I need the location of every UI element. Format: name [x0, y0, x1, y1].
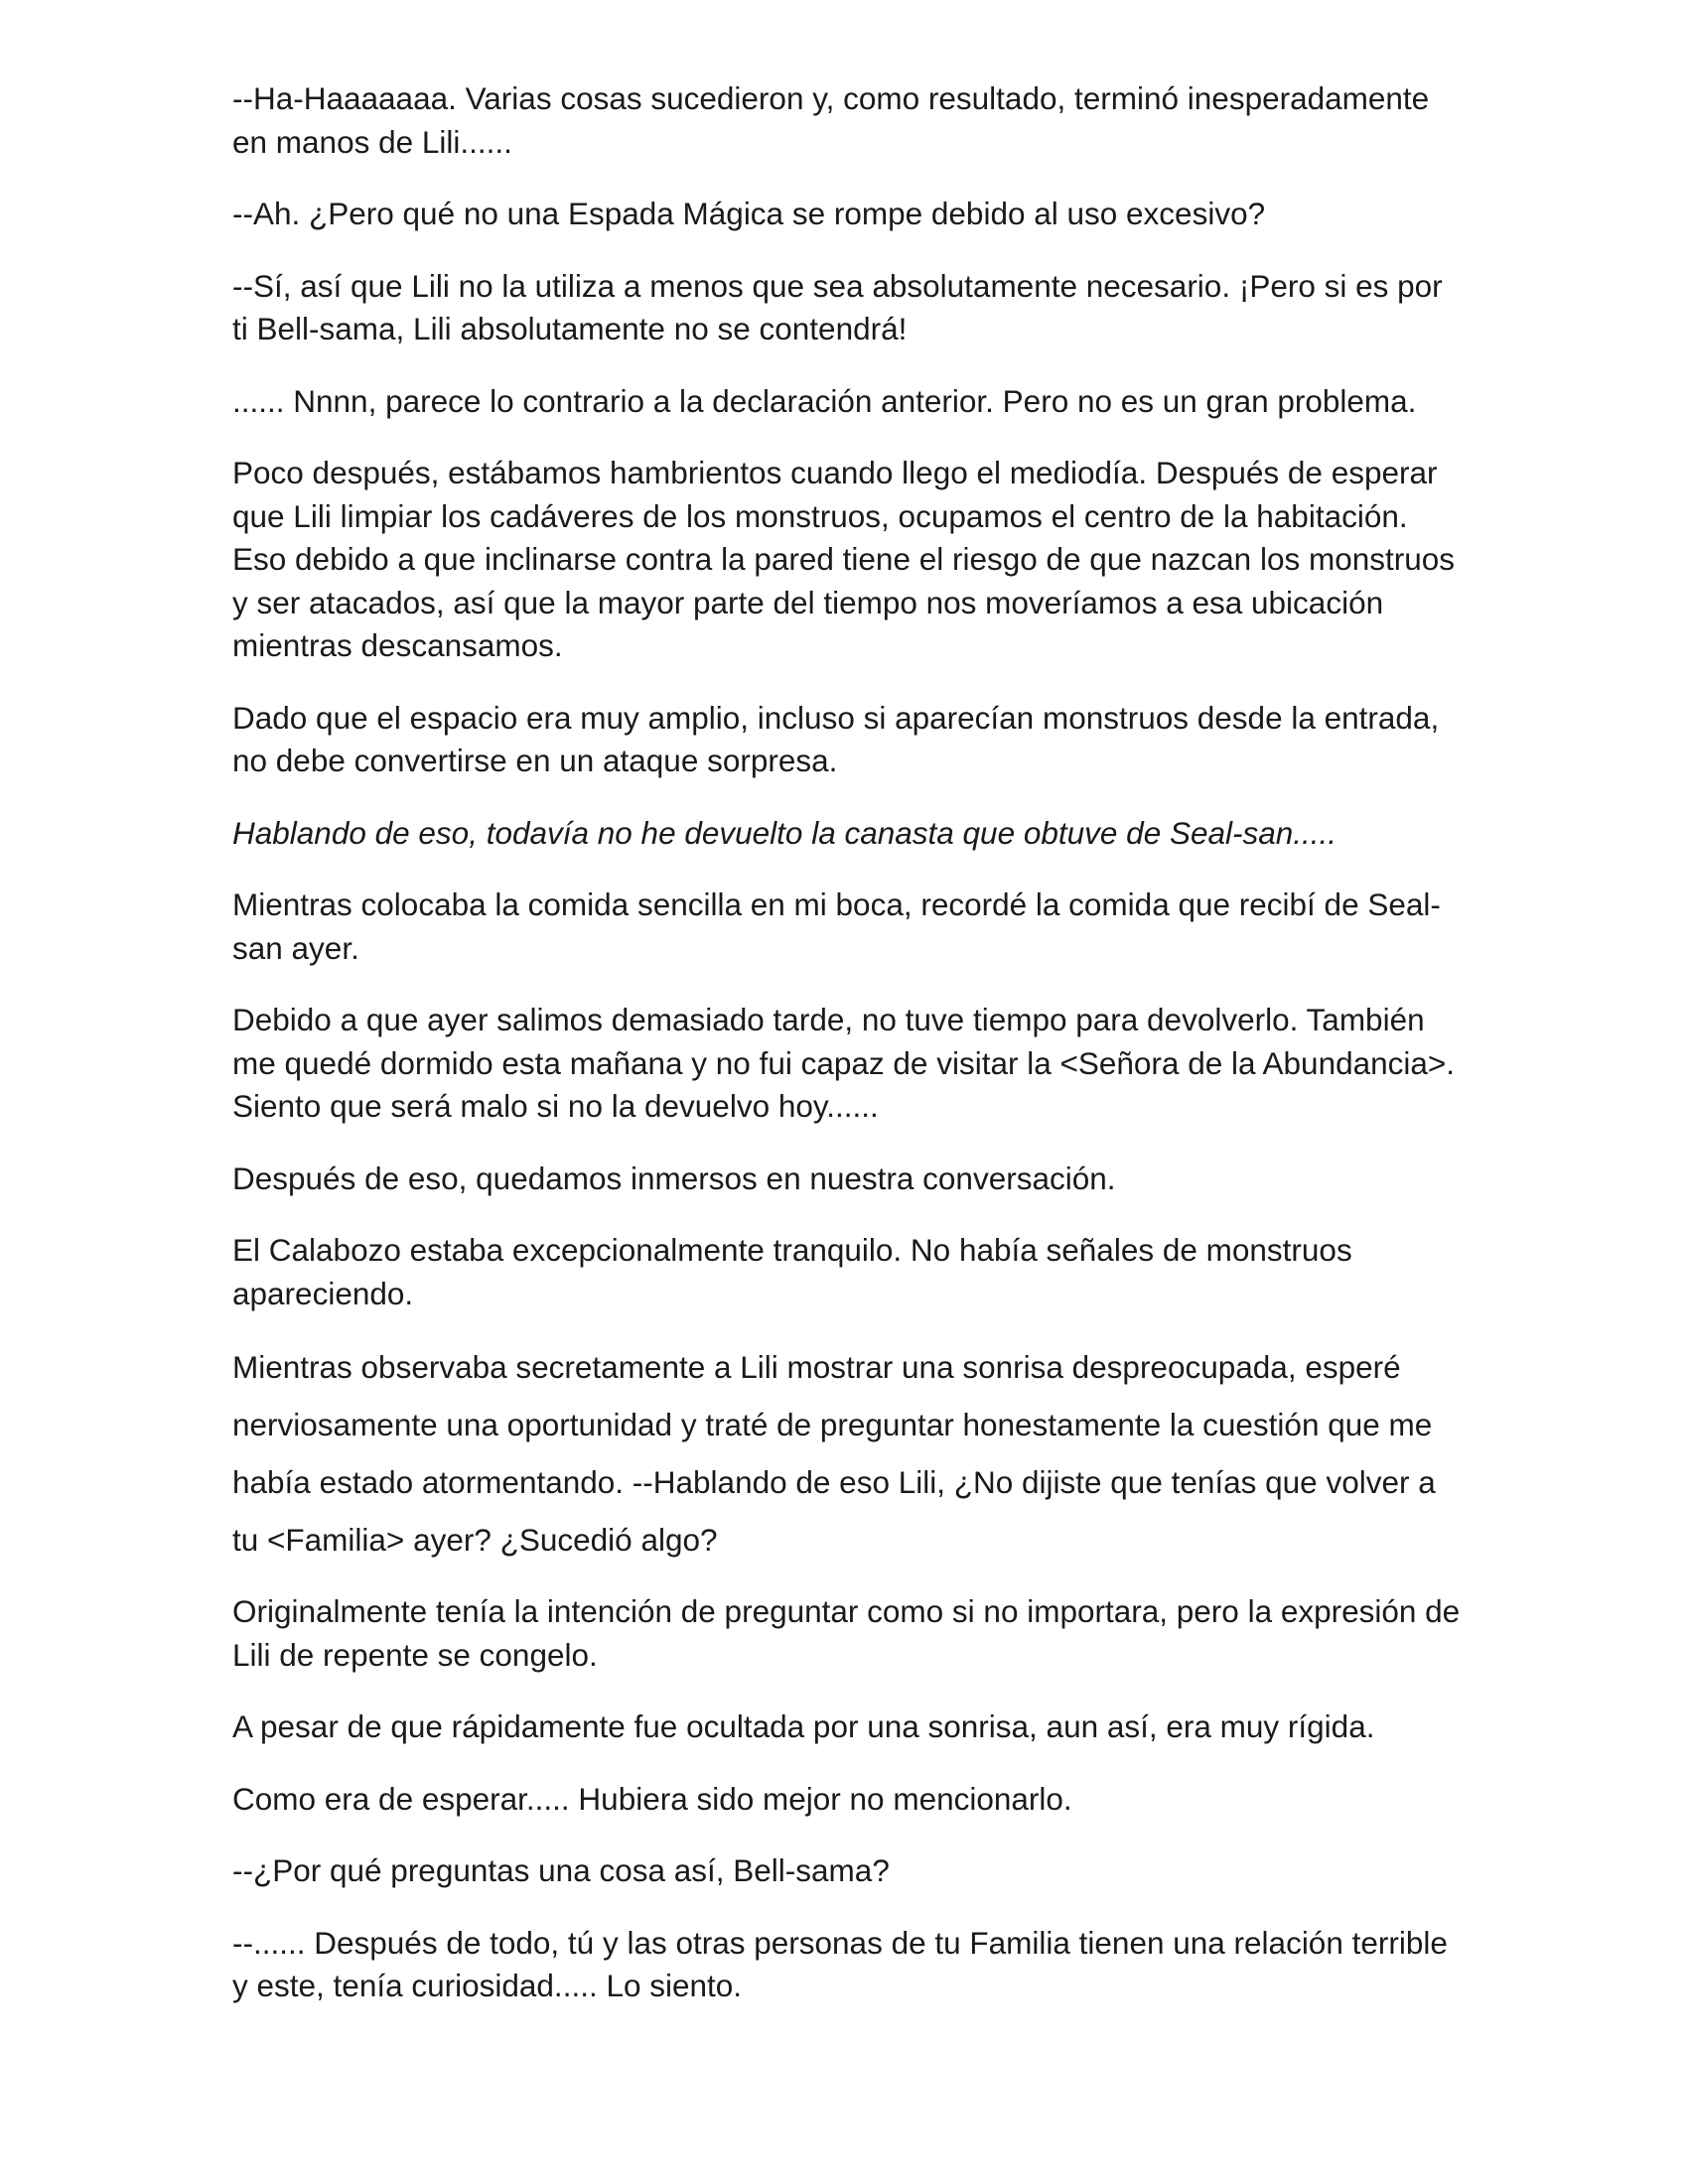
paragraph-3: --Sí, así que Lili no la utiliza a menos que sea absolutamente necesario. ¡Pero si es por ti Bell-sama, Lili absolutamente no se contendrá! — [232, 267, 1443, 346]
paragraph-1: --Ha-Haaaaaaa. Varias cosas sucedieron y, como resultado, terminó inesperadamente en manos de Lili...... — [232, 80, 1430, 160]
document-page — [232, 77, 1464, 2037]
paragraph-9: Debido a que ayer salimos demasiado tarde, no tuve tiempo para devolverlo. También me quedé dormido esta mañana y no fui capaz de visitar la <Señora de la Abundancia>. Siento que será malo si no la devuelvo hoy...... — [232, 1002, 1456, 1124]
paragraph-8: Mientras colocaba la comida sencilla en mi boca, recordé la comida que recibí de Seal-san ayer. — [232, 887, 1441, 966]
paragraph-2: --Ah. ¿Pero qué no una Espada Mágica se rompe debido al uso excesivo? — [232, 196, 1266, 231]
paragraph-16: --¿Por qué preguntas una cosa así, Bell-sama? — [232, 1852, 890, 1888]
paragraph-4: ...... Nnnn, parece lo contrario a la declaración anterior. Pero no es un gran problema. — [232, 382, 1417, 419]
paragraph-7-thought: Hablando de eso, todavía no he devuelto la canasta que obtuve de Seal-san..... — [232, 814, 1337, 851]
paragraph-14: A pesar de que rápidamente fue ocultada por una sonrisa, aun así, era muy rígida. — [232, 1708, 1375, 1744]
paragraph-15: Como era de esperar..... Hubiera sido mejor no mencionarlo. — [232, 1780, 1072, 1817]
paragraph-11: El Calabozo estaba excepcionalmente tranquilo. No había señales de monstruos apareciendo. — [232, 1232, 1352, 1311]
paragraph-6: Dado que el espacio era muy amplio, incluso si aparecían monstruos desde la entrada, no debe convertirse en un ataque sorpresa. — [232, 699, 1440, 778]
paragraph-12: Mientras observaba secretamente a Lili mostrar una sonrisa despreocupada, esperé nerviosamente una oportunidad y traté de preguntar honestamente la cuestión que me había estado atormentando. --Hablando de eso Lili, ¿No dijiste que tenías que volver a tu <Familia> ayer? ¿Sucedió algo? — [232, 1349, 1436, 1558]
paragraph-5: Poco después, estábamos hambrientos cuando llego el mediodía. Después de esperar que Lili limpiar los cadáveres de los monstruos, ocupamos el centro de la habitación. Eso debido a que inclinarse contra la pared tiene el riesgo de que nazcan los monstruos y ser atacados, así que la mayor parte del tiempo nos moveríamos a esa ubicación mientras descansamos. — [232, 455, 1456, 663]
paragraph-17: --...... Después de todo, tú y las otras personas de tu Familia tienen una relación terrible y este, tenía curiosidad..... Lo siento. — [232, 1924, 1448, 2003]
paragraph-10: Después de eso, quedamos inmersos en nuestra conversación. — [232, 1160, 1116, 1196]
paragraph-13: Originalmente tenía la intención de preguntar como si no importara, pero la expresión de Lili de repente se congelo. — [232, 1593, 1461, 1673]
